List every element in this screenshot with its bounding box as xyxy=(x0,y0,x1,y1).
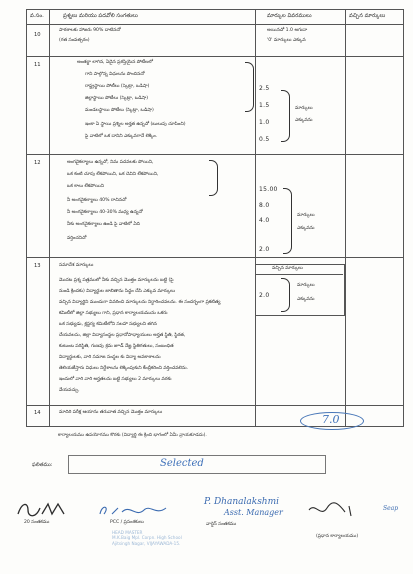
row-number: 12 xyxy=(34,160,41,166)
col-divider-serial xyxy=(49,10,50,426)
signature-3-caption: వార్డెన్ సంతకము xyxy=(206,522,237,527)
signature-scribble xyxy=(96,502,176,520)
question-line: మొదట ప్రశ్న పత్రములో నీకు వచ్చిన మొత్తం మార్కులను బట్టి (పై xyxy=(59,278,174,283)
col-divider-awarded xyxy=(345,10,346,426)
mark-value: 0.5 xyxy=(259,136,270,143)
signature-3-role: Asst. Manager xyxy=(224,508,283,517)
brace xyxy=(209,160,218,196)
brace-label: ఎక్కువను xyxy=(297,297,315,302)
mark-value: 4.0 xyxy=(259,217,270,224)
question-line: చేయవలసు, జిల్లా విద్యాసంస్థల ప్రధానోపాధ్యాయులు అర్హత స్థితి, స్థిరత, xyxy=(59,333,186,338)
brace-label: ఎక్కువను xyxy=(295,118,313,123)
signature-4 xyxy=(305,500,365,524)
question-line: ఇంకా ఏ స్థాయి ప్రశ్నిల అర్హత ఉన్నచో (బులుపు చూపించి) xyxy=(85,122,186,127)
question-line: కుటుంబ పరిస్థితి, గుణవు శ్రమ జూడ్ నేజ్ఞ స్థితిగతులు, సంబంధిత xyxy=(59,344,174,349)
question-line: తెలియజేస్తారు విధులు నిర్దేశాలను లెక్కింపుకుని కేంద్రీకరించి వర్తించవలెను. xyxy=(59,366,189,371)
row13-marks-divider xyxy=(255,274,343,275)
section-title: సమావేశ మార్కులు xyxy=(59,263,94,268)
brace-label: మార్కులు xyxy=(297,283,315,288)
signature-3-name: P. Dhanalakshmi xyxy=(204,497,280,507)
brace-label: ఎక్కువను xyxy=(297,226,315,231)
marks-detail-text: అయినచో 1.0 అగుదా xyxy=(267,28,308,33)
marks-detail-text: '0' మార్కులు ఎక్కువ xyxy=(267,38,306,43)
question-line: ఒక కంటి చూపు లేకపోయిని, ఒక చెవిని లేకపోయిని, xyxy=(67,172,159,177)
stamp-line: HEAD MASTER xyxy=(112,530,143,535)
row-number: 14 xyxy=(34,410,41,416)
question-line: వర్తించనిచో xyxy=(67,236,87,241)
brace xyxy=(283,188,292,254)
row-divider xyxy=(27,56,403,57)
row-divider xyxy=(27,405,403,406)
signature-scribble xyxy=(14,500,74,520)
signature-2-caption: PCC / ప్రసంశకులు xyxy=(110,520,144,525)
question-line: నుండి క్రిందకు) విద్యార్థుల జాబితాను సిద్ధం చేసి ఎక్కువ మార్కులు xyxy=(59,289,176,294)
question-line: నీకు అంగవైకల్యాలు ఉండి పై వాటిలో ఏది xyxy=(67,222,140,227)
question-line: ఇందులో వారి వారి అర్హతలను బట్టి సభ్యులు 2 మార్కులు వరకు xyxy=(59,377,172,382)
mark-value: 2.5 xyxy=(259,85,270,92)
brace xyxy=(245,62,254,112)
question-line: వచ్చిన విద్యార్థిని ముందుగా వివరించి మార్కులను నిర్ధారించవలను. ఈ సందర్భంగా ప్రకటిత్య xyxy=(59,300,221,305)
school-stamp xyxy=(112,530,182,546)
signature-4-mark: Seap xyxy=(383,505,399,512)
brace xyxy=(281,90,290,142)
signature-4-caption: (ప్రధాన కార్యాలయము) xyxy=(316,534,359,539)
question-line: విద్యార్థులకు, వారి సమాజ సంస్థల కు విద్యా అవకాశాలను xyxy=(59,355,161,360)
signature-scribble xyxy=(305,500,365,520)
header-marks-awarded: వచ్చిన మార్కులు xyxy=(349,13,386,19)
row-number: 11 xyxy=(34,62,41,68)
brace-label: మార్కులు xyxy=(295,106,313,111)
col-divider-marks xyxy=(255,10,256,426)
question-line: గాని పాల్గొన్న విధులను పొందినచో xyxy=(85,72,145,77)
row-number: 10 xyxy=(34,32,41,38)
question-line: ఒక కాలు లేకపోయిని xyxy=(67,184,104,189)
mark-value: 15.00 xyxy=(259,186,278,193)
mark-value: 8.0 xyxy=(259,202,270,209)
result-value: Selected xyxy=(160,458,204,469)
question-line: రాష్ట్రస్థాయి పోటీలు (స్కెట్రా, ఒడిషా) xyxy=(85,84,150,89)
question-text: (గత సంవత్సరం) xyxy=(59,38,90,43)
question-line: కమిటీలో జిల్లా సభ్యులు గాని, ప్రధాన కార్యాలయమును ఒకరు xyxy=(59,311,168,316)
office-use-note: కార్యాలయము ఉపయోగము కొరకు (విద్యార్థి ఈ క్రింది భాగంలో ఏమీ వ్రాయకూడదు). xyxy=(58,433,207,438)
question-line: నీ అంగవైకల్యాలు 40% రాచినచో xyxy=(67,198,127,203)
signature-1-caption: 20 సంతకము xyxy=(24,520,50,525)
question-line: పై వాటిలో ఒక దానిని ఎక్కువగానే లెక్కిం. xyxy=(85,134,158,139)
question-line: నీ అంగవైకల్యాలు 40-30% మధ్య ఉన్నచో xyxy=(67,210,143,215)
question-line: మండలస్థాయి పోటీలు (స్కెట్రా, ఒడిషా) xyxy=(85,108,154,113)
total-score: 7.0 xyxy=(322,413,340,426)
stamp-line: Ajitsingh Nagar, VIJAYAWADA-15. xyxy=(112,540,181,546)
row-divider xyxy=(27,257,403,258)
question-text: పాఠశాలకు హాజరు 90% దాటినచో xyxy=(59,28,121,33)
mark-value: 2.0 xyxy=(259,246,270,253)
row-number: 13 xyxy=(34,263,41,269)
brace-label: మార్కులు xyxy=(297,213,315,218)
question-line: అంతర్జా లాగిన, ఏదైన ప్రశస్తియైన పోటీలలో xyxy=(77,60,153,65)
question-line: వేయవచ్చు. xyxy=(59,388,80,393)
row-divider xyxy=(27,24,403,25)
marks-table xyxy=(26,9,404,427)
mark-value: 1.0 xyxy=(259,119,270,126)
row-divider xyxy=(27,154,403,155)
brace xyxy=(281,278,290,312)
mark-value: 2.0 xyxy=(259,292,270,299)
question-line: జిల్లాస్థాయి పోటీలు (స్కెట్రా, ఒడిషా) xyxy=(85,96,149,101)
question-line: ఒక సభ్యుడు, క్లస్టర్య కమిటీలోని సలహా సభ్యులని తగిన xyxy=(59,322,157,327)
result-label: ఫలితము: xyxy=(32,462,53,468)
question-line: అంగవైకల్యాలు ఉన్నచో, నిమ పదవలకు పోయిని, xyxy=(67,160,154,165)
stamp-line: M.K.Baig Mpl. Corpn. High School xyxy=(112,535,182,541)
header-serial: వ.సం. xyxy=(30,13,44,19)
header-questions: ప్రశ్నలు మరియు పదవోలి సంగతులు xyxy=(63,13,138,19)
row13-marks-header: వచ్చిన మార్కులు xyxy=(272,266,303,271)
mark-value: 1.5 xyxy=(259,102,270,109)
total-marks-label: మాదిరి పరీక్ష ఆయాను తరువాత వచ్చిన మొత్తం మార్కులు xyxy=(59,410,163,415)
header-marks-detail: మార్కుల వివరములు xyxy=(267,13,312,19)
